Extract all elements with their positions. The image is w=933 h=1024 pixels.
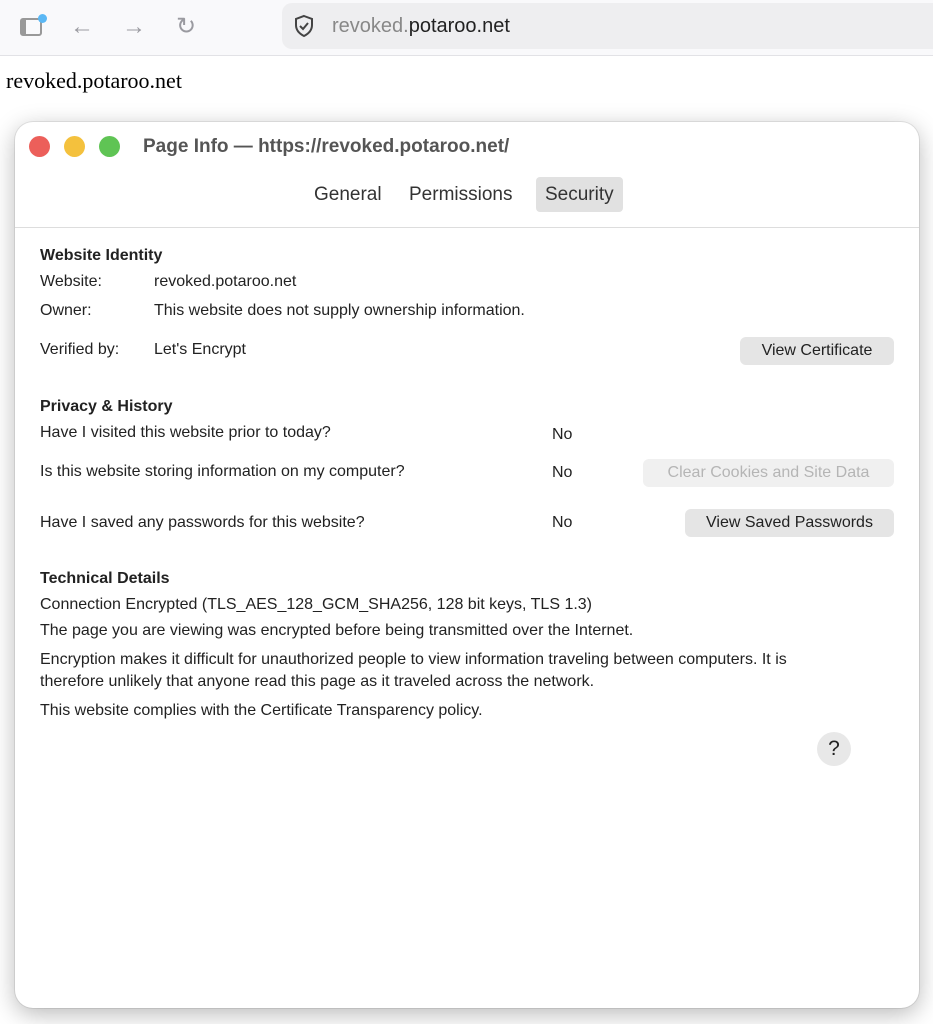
view-saved-passwords-button[interactable]: View Saved Passwords	[685, 509, 894, 537]
tab-divider	[15, 227, 919, 228]
minimize-window-button[interactable]	[64, 136, 85, 157]
technical-details-heading: Technical Details	[40, 570, 170, 587]
tab-general[interactable]: General	[314, 184, 382, 205]
verified-by-label: Verified by:	[40, 341, 120, 358]
connection-encrypted-text: Connection Encrypted (TLS_AES_128_GCM_SHA256, 128 bit keys, TLS 1.3)	[40, 596, 593, 613]
encryption-explanation-line1: Encryption makes it difficult for unauthorized people to view information traveling between computers. It is	[40, 651, 787, 668]
website-value: revoked.potaroo.net	[154, 273, 297, 290]
url-domain: potaroo.net	[408, 15, 510, 37]
passwords-answer: No	[552, 514, 573, 531]
sidebar-toggle-icon[interactable]	[17, 12, 47, 42]
tab-security[interactable]: Security	[536, 177, 623, 212]
reload-icon[interactable]: ↻	[175, 13, 197, 40]
passwords-question: Have I saved any passwords for this website?	[40, 514, 365, 531]
encrypted-info-text: The page you are viewing was encrypted before being transmitted over the Internet.	[40, 622, 634, 639]
view-certificate-button[interactable]: View Certificate	[740, 337, 894, 365]
page-body-text: revoked.potaroo.net	[6, 68, 182, 93]
verified-by-value: Let's Encrypt	[154, 341, 246, 358]
owner-value: This website does not supply ownership information.	[154, 302, 525, 319]
url-prefix: revoked.	[332, 15, 409, 37]
browser-toolbar	[0, 0, 933, 56]
storing-question: Is this website storing information on my computer?	[40, 463, 405, 480]
forward-icon[interactable]: →	[122, 13, 146, 40]
clear-cookies-button[interactable]: Clear Cookies and Site Data	[643, 459, 894, 487]
encryption-explanation-line2: therefore unlikely that anyone read this page as it traveled across the network.	[40, 673, 595, 690]
visited-question: Have I visited this website prior to today?	[40, 424, 331, 441]
page-info-dialog	[15, 122, 919, 1008]
shield-icon[interactable]	[293, 14, 315, 38]
website-identity-heading: Website Identity	[40, 247, 163, 264]
url-bar[interactable]	[282, 3, 933, 49]
website-label: Website:	[40, 273, 102, 290]
close-window-button[interactable]	[29, 136, 50, 157]
privacy-history-heading: Privacy & History	[40, 398, 173, 415]
visited-answer: No	[552, 426, 573, 443]
back-icon[interactable]: ←	[70, 13, 94, 40]
zoom-window-button[interactable]	[99, 136, 120, 157]
help-button[interactable]: ?	[817, 732, 851, 766]
tab-permissions[interactable]: Permissions	[409, 184, 513, 205]
storing-answer: No	[552, 464, 573, 481]
url-text	[332, 15, 510, 38]
certificate-transparency-text: This website complies with the Certificate Transparency policy.	[40, 702, 483, 719]
dialog-title: Page Info — https://revoked.potaroo.net/	[143, 136, 510, 157]
owner-label: Owner:	[40, 302, 92, 319]
